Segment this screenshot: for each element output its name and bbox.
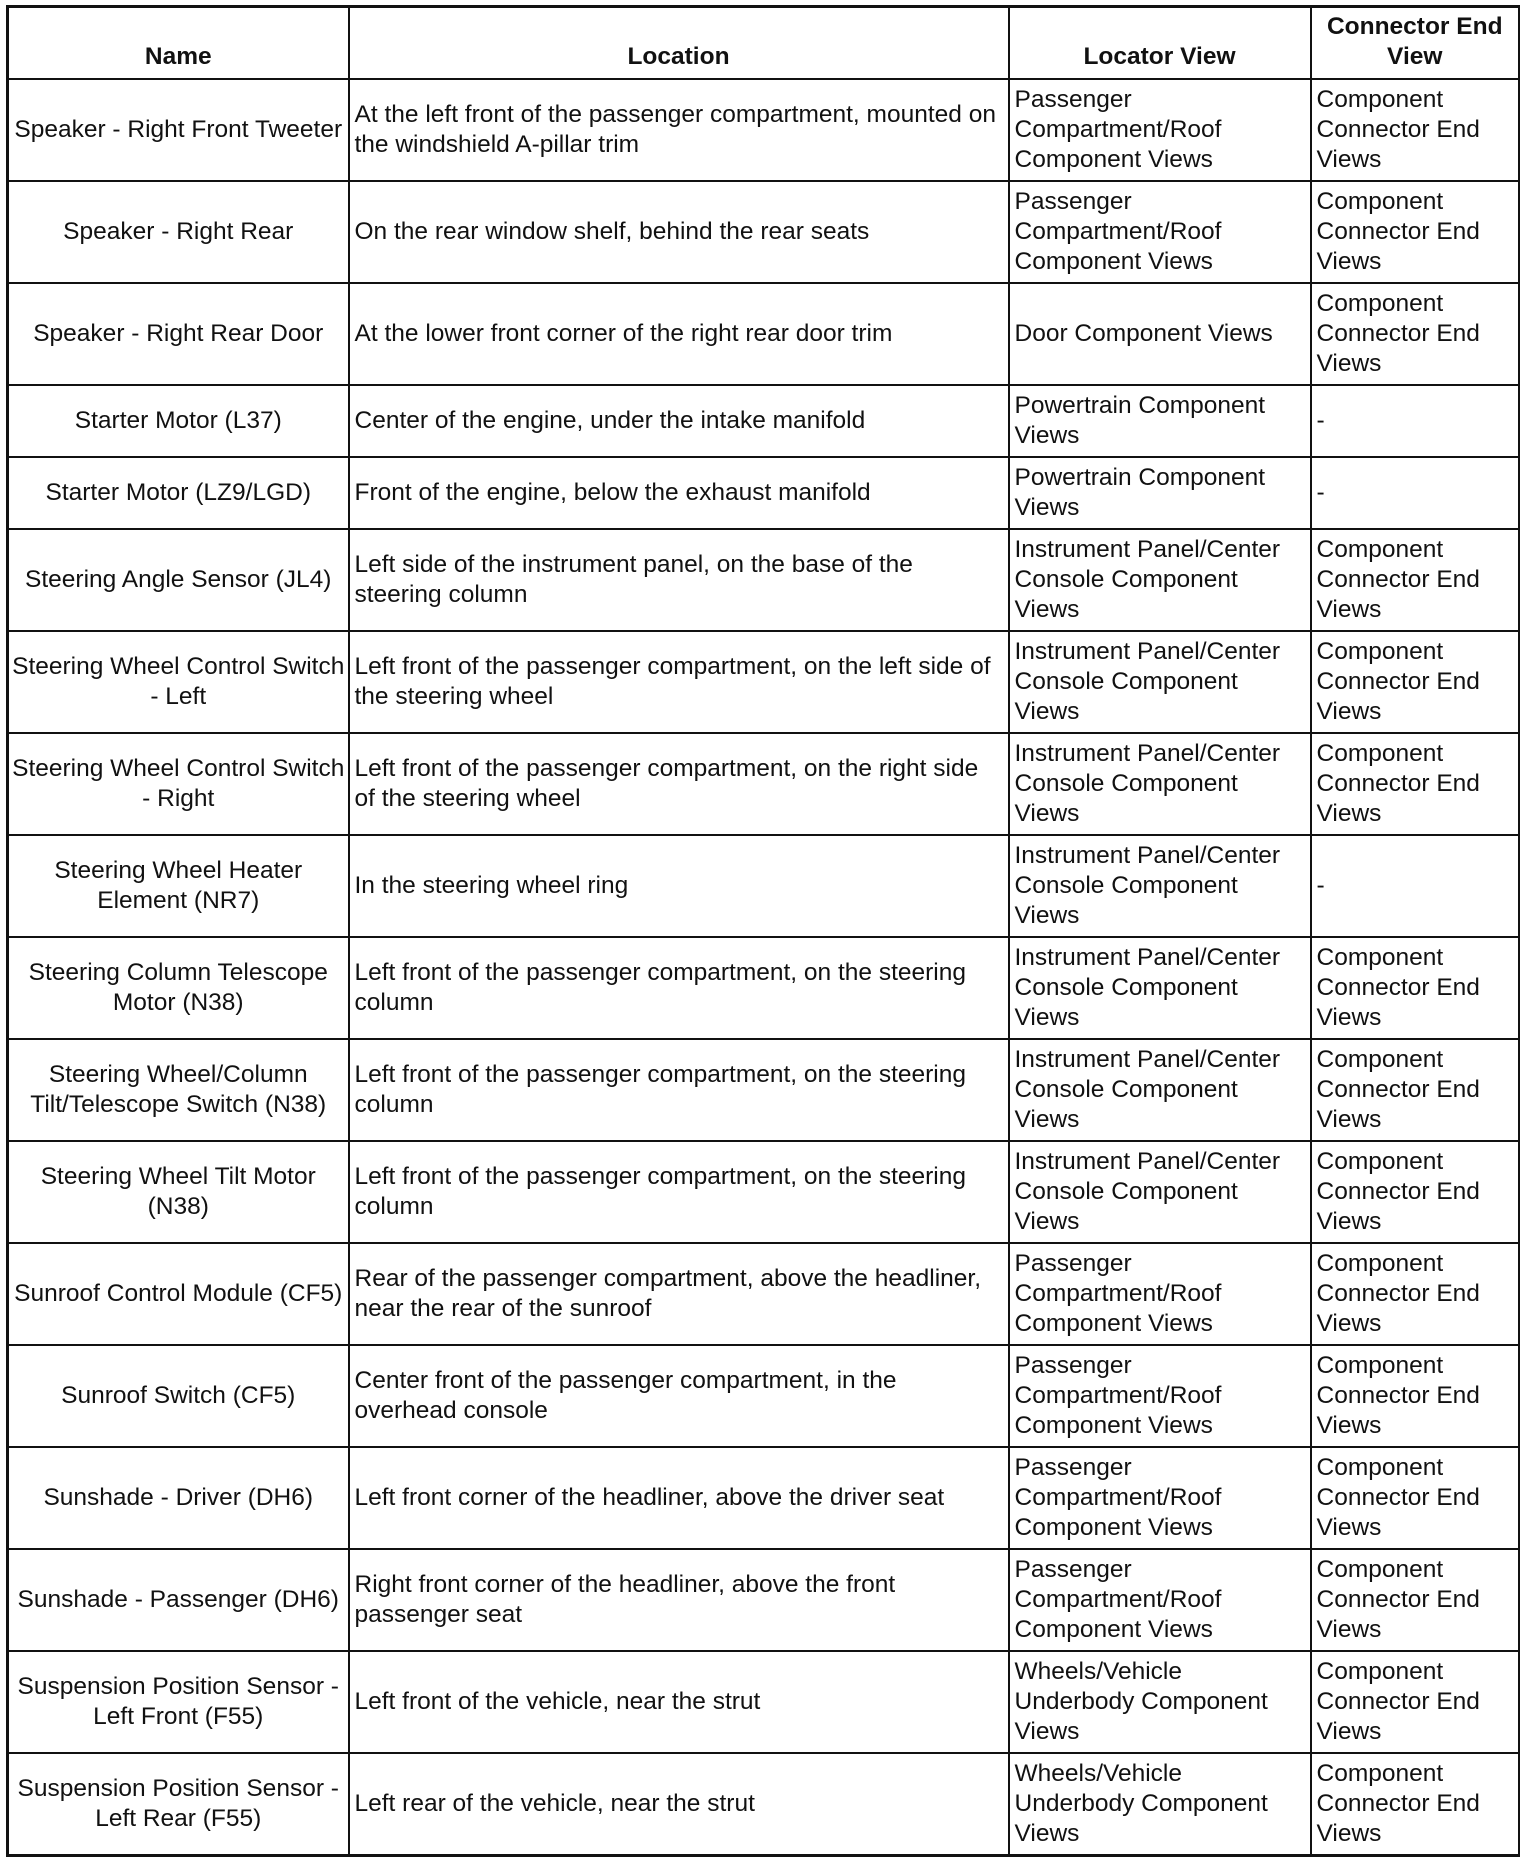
cell-connector-view: Component Connector End Views xyxy=(1311,1447,1520,1549)
cell-locator-view: Instrument Panel/Center Console Component Views xyxy=(1009,1141,1311,1243)
cell-locator-view: Passenger Compartment/Roof Component Views xyxy=(1009,1447,1311,1549)
cell-name: Sunroof Switch (CF5) xyxy=(8,1345,349,1447)
cell-location: Left front corner of the headliner, above the driver seat xyxy=(349,1447,1009,1549)
header-location: Location xyxy=(349,7,1009,80)
cell-locator-view: Instrument Panel/Center Console Component Views xyxy=(1009,937,1311,1039)
cell-connector-view: Component Connector End Views xyxy=(1311,1141,1520,1243)
component-locator-table xyxy=(6,5,1520,1857)
table-row xyxy=(8,1753,1520,1856)
cell-name: Steering Wheel Control Switch - Right xyxy=(8,733,349,835)
cell-locator-view: Passenger Compartment/Roof Component Views xyxy=(1009,1243,1311,1345)
cell-location: On the rear window shelf, behind the rear seats xyxy=(349,181,1009,283)
cell-location: Left front of the vehicle, near the strut xyxy=(349,1651,1009,1753)
cell-name: Steering Wheel Tilt Motor (N38) xyxy=(8,1141,349,1243)
table-row xyxy=(8,835,1520,937)
cell-connector-view: Component Connector End Views xyxy=(1311,1549,1520,1651)
cell-location: Left front of the passenger compartment, on the right side of the steering wheel xyxy=(349,733,1009,835)
header-connector-end-view: Connector End View xyxy=(1311,7,1520,80)
cell-name: Speaker - Right Rear Door xyxy=(8,283,349,385)
cell-location: At the lower front corner of the right rear door trim xyxy=(349,283,1009,385)
cell-connector-view: - xyxy=(1311,835,1520,937)
cell-locator-view: Instrument Panel/Center Console Component Views xyxy=(1009,529,1311,631)
cell-connector-view: Component Connector End Views xyxy=(1311,529,1520,631)
table-row xyxy=(8,1141,1520,1243)
cell-locator-view: Passenger Compartment/Roof Component Views xyxy=(1009,79,1311,181)
cell-locator-view: Instrument Panel/Center Console Component Views xyxy=(1009,1039,1311,1141)
table-row xyxy=(8,631,1520,733)
cell-connector-view: Component Connector End Views xyxy=(1311,1345,1520,1447)
cell-locator-view: Instrument Panel/Center Console Component Views xyxy=(1009,631,1311,733)
cell-connector-view: Component Connector End Views xyxy=(1311,1243,1520,1345)
table-row xyxy=(8,1447,1520,1549)
cell-location: Left front of the passenger compartment, on the steering column xyxy=(349,1141,1009,1243)
header-row xyxy=(8,7,1520,80)
table-row xyxy=(8,733,1520,835)
table-row xyxy=(8,1039,1520,1141)
cell-location: Rear of the passenger compartment, above the headliner, near the rear of the sunroof xyxy=(349,1243,1009,1345)
cell-locator-view: Powertrain Component Views xyxy=(1009,457,1311,529)
cell-connector-view: Component Connector End Views xyxy=(1311,79,1520,181)
cell-location: Left front of the passenger compartment, on the left side of the steering wheel xyxy=(349,631,1009,733)
cell-locator-view: Instrument Panel/Center Console Component Views xyxy=(1009,835,1311,937)
table-row xyxy=(8,385,1520,457)
cell-name: Steering Wheel/Column Tilt/Telescope Switch (N38) xyxy=(8,1039,349,1141)
cell-name: Suspension Position Sensor - Left Front (F55) xyxy=(8,1651,349,1753)
cell-location: Right front corner of the headliner, above the front passenger seat xyxy=(349,1549,1009,1651)
cell-location: Left front of the passenger compartment, on the steering column xyxy=(349,937,1009,1039)
cell-connector-view: Component Connector End Views xyxy=(1311,733,1520,835)
cell-connector-view: Component Connector End Views xyxy=(1311,283,1520,385)
cell-name: Speaker - Right Rear xyxy=(8,181,349,283)
cell-name: Starter Motor (L37) xyxy=(8,385,349,457)
table-row xyxy=(8,529,1520,631)
cell-connector-view: Component Connector End Views xyxy=(1311,1651,1520,1753)
cell-connector-view: - xyxy=(1311,385,1520,457)
header-name: Name xyxy=(8,7,349,80)
cell-connector-view: Component Connector End Views xyxy=(1311,1039,1520,1141)
cell-name: Steering Wheel Heater Element (NR7) xyxy=(8,835,349,937)
cell-location: Left side of the instrument panel, on the base of the steering column xyxy=(349,529,1009,631)
table-row xyxy=(8,1549,1520,1651)
header-locator-view: Locator View xyxy=(1009,7,1311,80)
cell-name: Suspension Position Sensor - Left Rear (F55) xyxy=(8,1753,349,1856)
cell-name: Sunshade - Passenger (DH6) xyxy=(8,1549,349,1651)
cell-locator-view: Passenger Compartment/Roof Component Views xyxy=(1009,1549,1311,1651)
table-row xyxy=(8,283,1520,385)
table-row xyxy=(8,79,1520,181)
cell-connector-view: Component Connector End Views xyxy=(1311,937,1520,1039)
cell-connector-view: Component Connector End Views xyxy=(1311,1753,1520,1856)
cell-locator-view: Passenger Compartment/Roof Component Views xyxy=(1009,1345,1311,1447)
cell-location: Center front of the passenger compartment, in the overhead console xyxy=(349,1345,1009,1447)
cell-location: Front of the engine, below the exhaust manifold xyxy=(349,457,1009,529)
cell-locator-view: Instrument Panel/Center Console Component Views xyxy=(1009,733,1311,835)
cell-locator-view: Wheels/Vehicle Underbody Component Views xyxy=(1009,1651,1311,1753)
table-row xyxy=(8,457,1520,529)
cell-name: Starter Motor (LZ9/LGD) xyxy=(8,457,349,529)
cell-location: At the left front of the passenger compartment, mounted on the windshield A-pillar trim xyxy=(349,79,1009,181)
cell-location: Center of the engine, under the intake manifold xyxy=(349,385,1009,457)
cell-connector-view: - xyxy=(1311,457,1520,529)
component-locator-table-wrapper xyxy=(6,5,1518,1857)
cell-location: In the steering wheel ring xyxy=(349,835,1009,937)
table-row xyxy=(8,937,1520,1039)
cell-location: Left front of the passenger compartment, on the steering column xyxy=(349,1039,1009,1141)
cell-locator-view: Powertrain Component Views xyxy=(1009,385,1311,457)
cell-name: Speaker - Right Front Tweeter xyxy=(8,79,349,181)
cell-locator-view: Passenger Compartment/Roof Component Views xyxy=(1009,181,1311,283)
cell-connector-view: Component Connector End Views xyxy=(1311,631,1520,733)
cell-name: Sunroof Control Module (CF5) xyxy=(8,1243,349,1345)
cell-locator-view: Wheels/Vehicle Underbody Component Views xyxy=(1009,1753,1311,1856)
cell-connector-view: Component Connector End Views xyxy=(1311,181,1520,283)
cell-locator-view: Door Component Views xyxy=(1009,283,1311,385)
cell-name: Steering Wheel Control Switch - Left xyxy=(8,631,349,733)
table-row xyxy=(8,1651,1520,1753)
cell-name: Sunshade - Driver (DH6) xyxy=(8,1447,349,1549)
cell-location: Left rear of the vehicle, near the strut xyxy=(349,1753,1009,1856)
table-row xyxy=(8,1345,1520,1447)
cell-name: Steering Column Telescope Motor (N38) xyxy=(8,937,349,1039)
table-row xyxy=(8,181,1520,283)
table-row xyxy=(8,1243,1520,1345)
cell-name: Steering Angle Sensor (JL4) xyxy=(8,529,349,631)
